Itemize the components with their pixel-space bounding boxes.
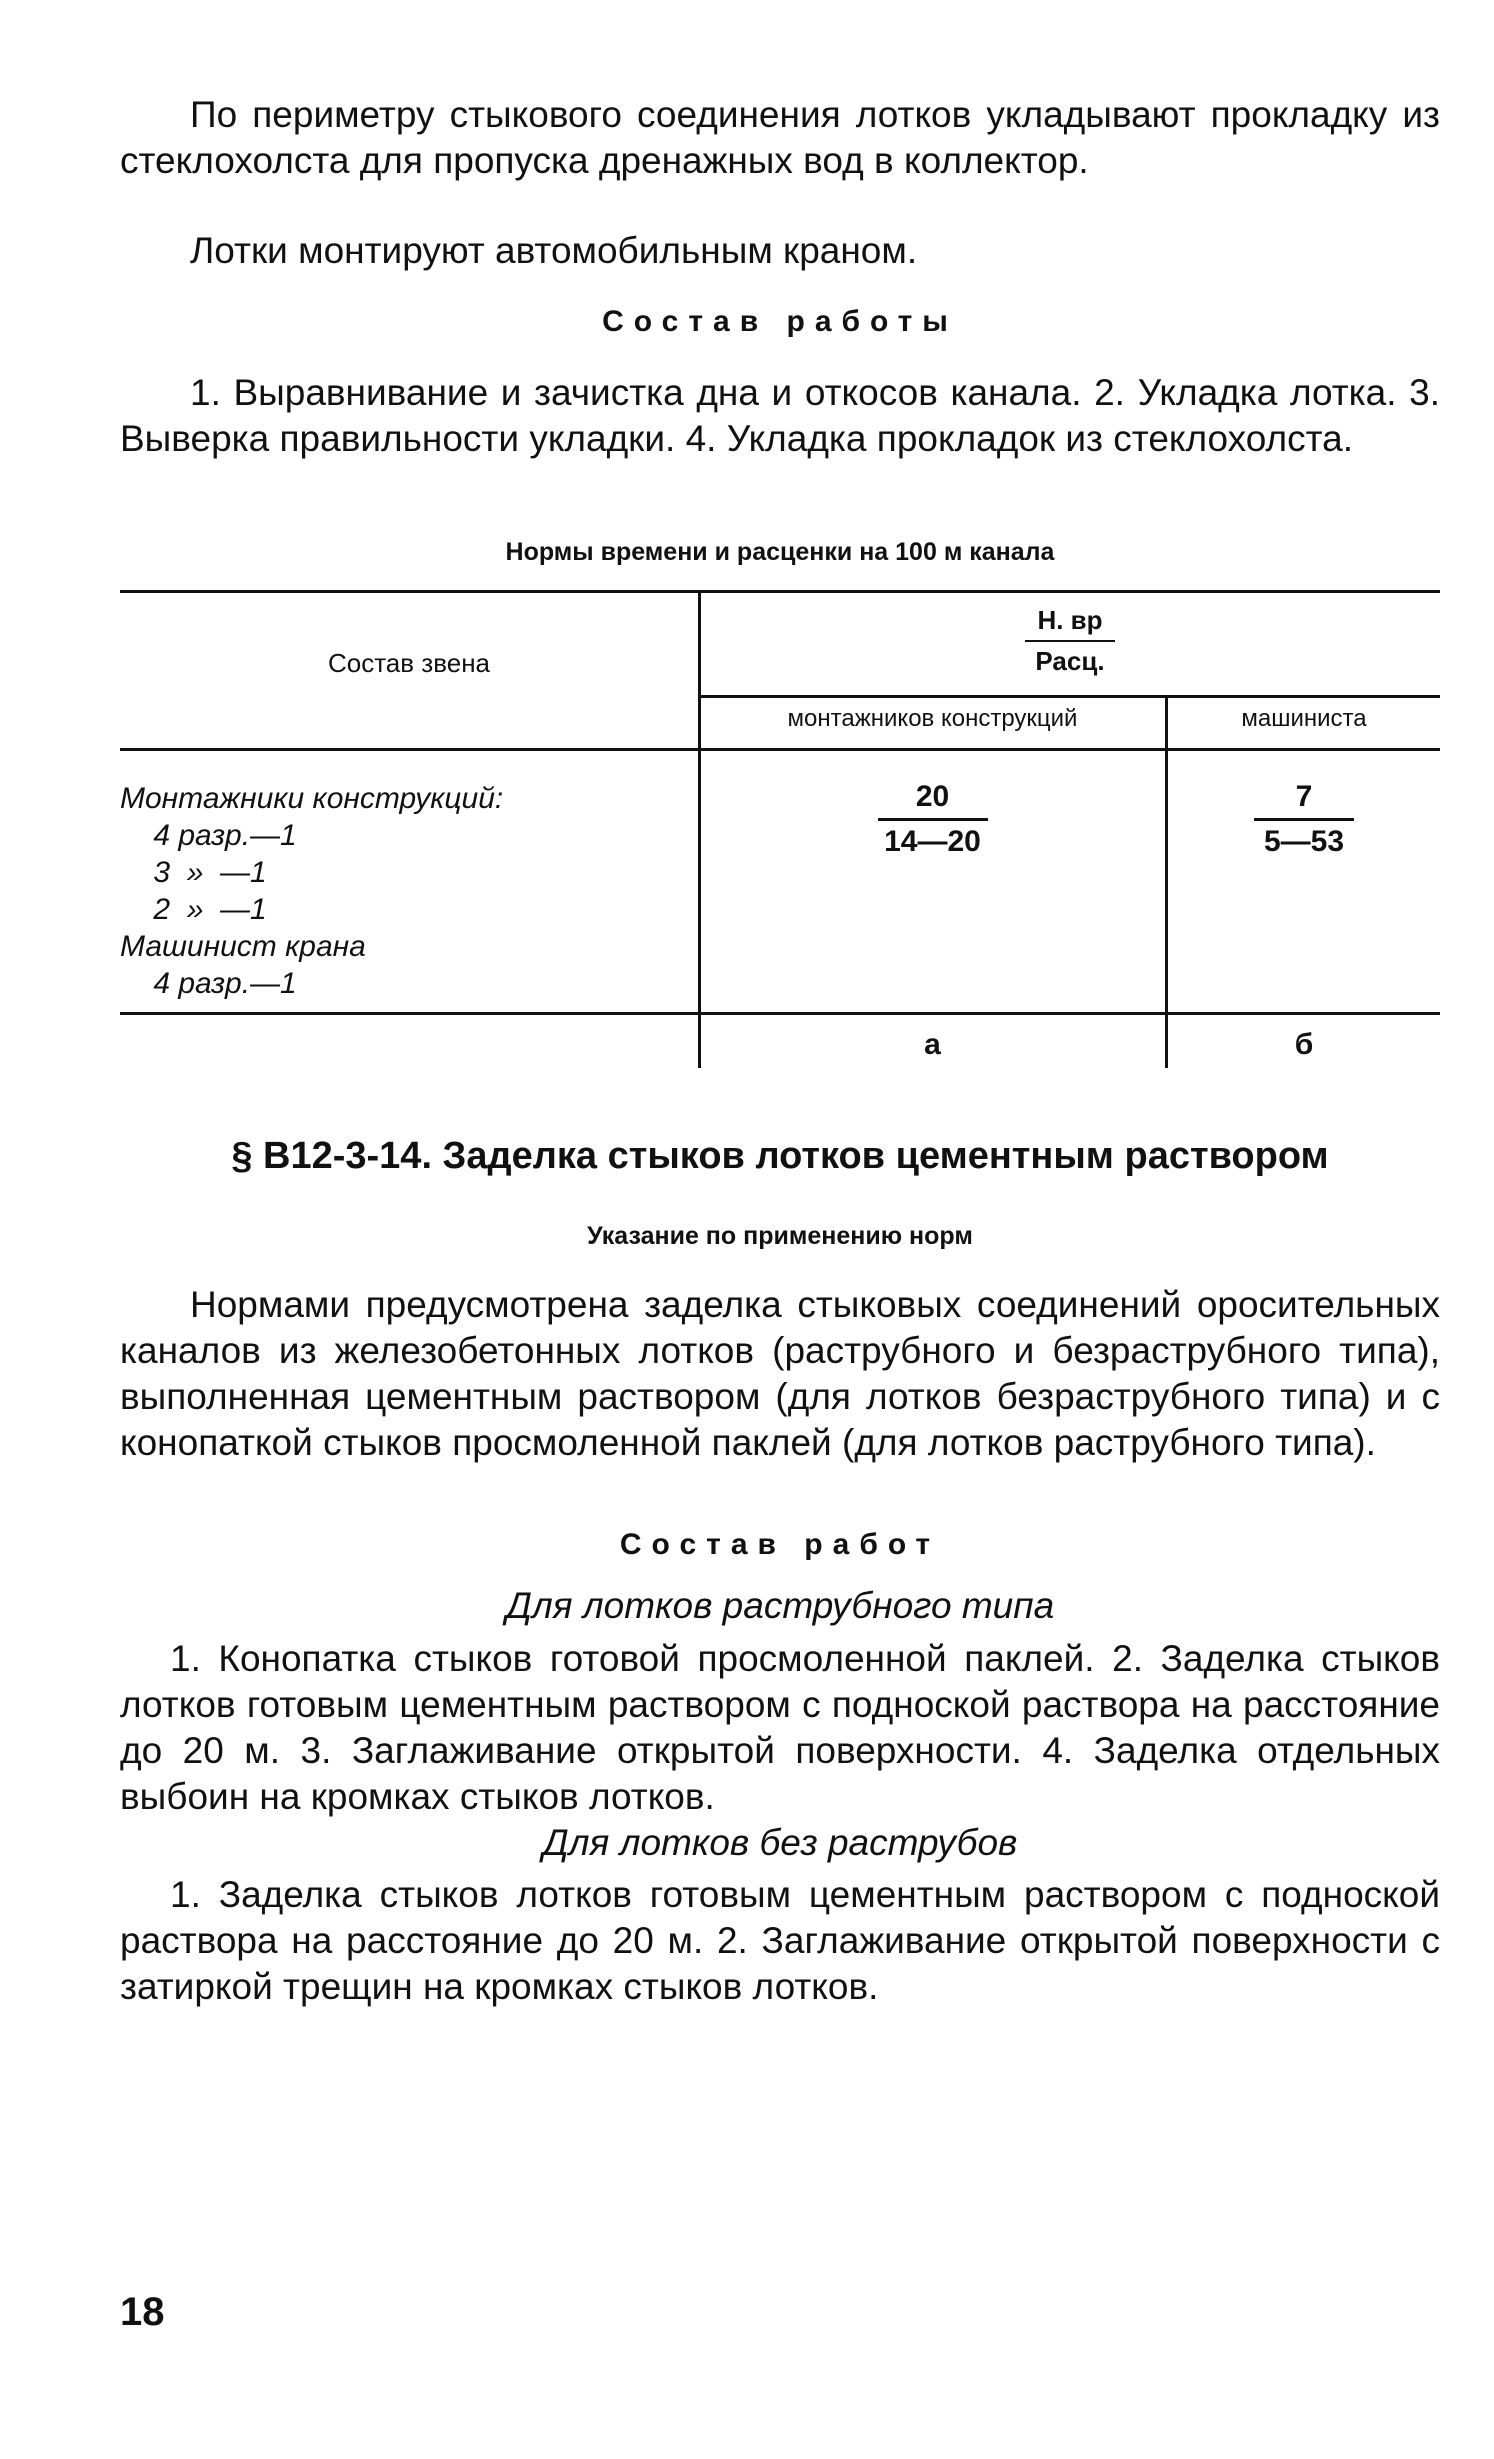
work-composition-heading-2: Состав работ bbox=[619, 1528, 941, 1561]
value-a bbox=[700, 780, 1165, 859]
text-socket-type: 1. Конопатка стыков готовой просмоленной паклей. 2. Заделка стыков лотков готовым цементным раствором с подноской раствора на расстояние до 20 м. 3. Заглаживание открытой поверхности. 4. Заделка отдельных выбоин на кромках стыков лотков. bbox=[120, 1638, 1440, 1817]
col-b-header: машиниста bbox=[1241, 705, 1367, 732]
norm-header bbox=[700, 605, 1440, 677]
table-divider-ab bbox=[1165, 695, 1168, 1068]
value-a-norm: 20 bbox=[878, 780, 988, 821]
section-heading: § В12-3-14. Заделка стыков лотков цементным раствором bbox=[231, 1135, 1329, 1177]
usage-heading: Указание по применению норм bbox=[587, 1222, 973, 1250]
column-label-b: б bbox=[1294, 1028, 1314, 1061]
norm-header-top: Н. вр bbox=[1025, 605, 1115, 642]
usage-text: Нормами предусмотрена заделка стыковых соединений оросительных каналов из железобетонных лотков (раструбного и безраструбного типа), выполненная цементным раствором (для лотков безраструбного типа) и с конопаткой стыков просмоленной паклей (для лотков раструбного типа). bbox=[120, 1284, 1440, 1463]
crew-list bbox=[120, 780, 503, 1002]
table-caption: Нормы времени и расценки на 100 м канала bbox=[505, 538, 1055, 566]
column-label-a: а bbox=[924, 1028, 941, 1061]
crew-line: 4 разр.—1 bbox=[120, 967, 297, 1000]
value-b-rate: 5—53 bbox=[1263, 825, 1345, 858]
table-header-rule bbox=[120, 748, 1440, 751]
page-number: 18 bbox=[120, 2290, 165, 2334]
paragraph-crane: Лотки монтируют автомобильным краном. bbox=[190, 230, 918, 271]
table-subheader-rule bbox=[700, 695, 1440, 698]
table-bottom-rule bbox=[120, 1012, 1440, 1015]
value-b-norm: 7 bbox=[1254, 780, 1354, 821]
col-a-header: монтажников конструкций bbox=[787, 705, 1078, 732]
crew-line: Монтажники конструкций: bbox=[120, 782, 504, 815]
crew-line: Машинист крана bbox=[120, 930, 366, 963]
work-composition-heading: Состав работы bbox=[602, 305, 958, 338]
value-a-rate: 14—20 bbox=[884, 825, 981, 858]
subheading-socket-type: Для лотков раструбного типа bbox=[505, 1585, 1055, 1626]
crew-line: 2 » —1 bbox=[120, 893, 267, 926]
paragraph-gasket: По периметру стыкового соединения лотков укладывают прокладку из стеклохолста для пропуска дренажных вод в коллектор. bbox=[120, 94, 1440, 181]
subheading-no-socket: Для лотков без раструбов bbox=[542, 1822, 1018, 1863]
text-no-socket: 1. Заделка стыков лотков готовым цементным раствором с подноской раствора на расстояние до 20 м. 2. Заглаживание открытой поверхности с затиркой трещин на кромках стыков лотков. bbox=[120, 1874, 1440, 2007]
table-top-rule bbox=[120, 590, 1440, 593]
crew-line: 3 » —1 bbox=[120, 856, 267, 889]
norm-header-bottom: Расц. bbox=[1035, 646, 1105, 676]
work-composition-text: 1. Выравнивание и зачистка дна и откосов канала. 2. Укладка лотка. 3. Выверка правильности укладки. 4. Укладка прокладок из стеклохолста. bbox=[120, 372, 1440, 459]
crew-line: 4 разр.—1 bbox=[120, 819, 297, 852]
value-b bbox=[1168, 780, 1440, 859]
crew-header: Состав звена bbox=[327, 648, 491, 678]
